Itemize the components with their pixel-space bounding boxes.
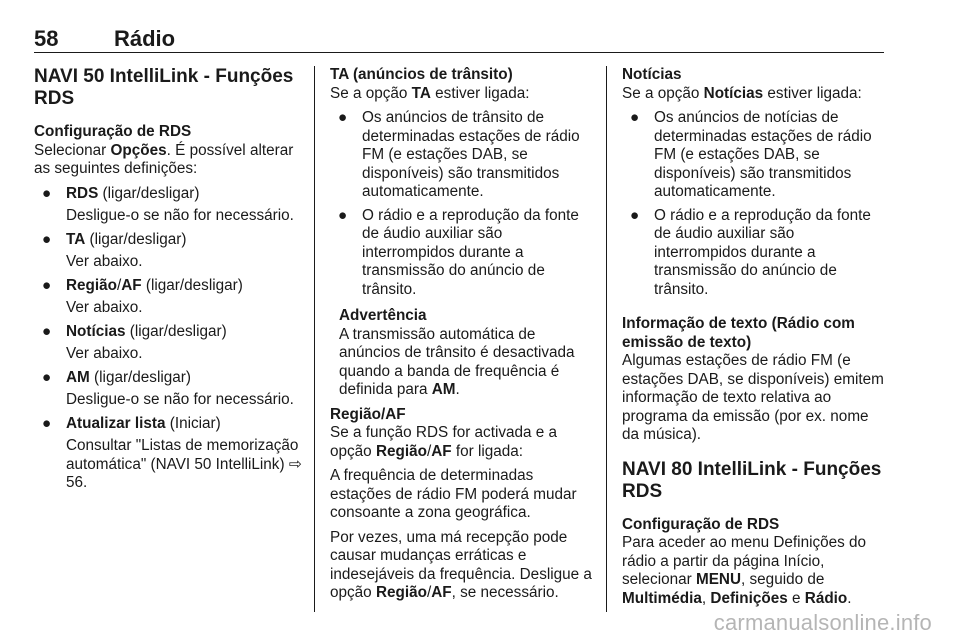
bullet-icon: ● (42, 276, 52, 294)
settings-list (34, 185, 304, 493)
bullet-icon: ● (42, 414, 52, 432)
region-af-paragraph-2: Por vezes, uma má recepção pode causar mudanças erráticas e indesejáveis da frequência. Desligue a opção Região/AF, se necessário. (330, 528, 592, 601)
column-2 (330, 66, 594, 609)
news-intro: Se a opção Notícias estiver ligada: (622, 84, 862, 102)
page-number: 58 (34, 26, 59, 51)
warning-title: Advertência (339, 307, 427, 324)
bullet-icon: ● (42, 368, 52, 386)
watermark: carmanualsonline.info (713, 610, 932, 635)
list-item: ● AM (ligar/desligar) Desligue-o se não for necessário. (42, 368, 294, 408)
region-af-paragraph-1: A frequência de determinadas estações de rádio FM poderá mudar consoante a zona geográfica. (330, 467, 577, 521)
region-af-intro: Se a função RDS for activada e a opção Região/AF for ligada: (330, 424, 558, 460)
news-heading: Notícias (622, 66, 682, 83)
list-item: ● Notícias (ligar/desligar) Ver abaixo. (42, 322, 227, 362)
news-list (622, 109, 884, 299)
header-rule (34, 52, 884, 53)
list-item: ● Os anúncios de notícias de determinadas estações de rádio FM (e estações DAB, se disponíveis) são transmitidos automaticamente. (630, 109, 872, 200)
bullet-icon: ● (630, 206, 640, 224)
region-af-heading: Região/AF (330, 405, 406, 423)
ta-list (330, 109, 594, 299)
text-info-paragraph: Algumas estações de rádio FM (e estações DAB, se disponíveis) emitem informação de texto relativa ao programa da emissão (por ex. nome da música). (622, 352, 884, 443)
warning-text: A transmissão automática de anúncios de trânsito é desactivada quando a banda de frequência é definida para AM. (339, 325, 575, 398)
navi50-subheading: Configuração de RDS (34, 123, 192, 140)
text-info-heading: Informação de texto (Rádio com emissão de texto) (622, 315, 855, 351)
list-item: ● Atualizar lista (Iniciar) Consultar "Listas de memorização automática" (NAVI 50 IntelliLink) ⇨ 56. (42, 414, 302, 491)
navi80-paragraph: Para aceder ao menu Definições do rádio a partir da página Início, selecionar MENU, seguido de Multimédia, Definições e Rádio. (622, 534, 867, 607)
column-divider-1 (314, 66, 315, 612)
bullet-icon: ● (42, 184, 52, 202)
navi50-intro: Selecionar Opções. É possível alterar as seguintes definições: (34, 141, 294, 177)
list-item: ● RDS (ligar/desligar) Desligue-o se não for necessário. (42, 184, 294, 224)
column-divider-2 (606, 66, 607, 612)
bullet-icon: ● (630, 109, 640, 126)
list-item: ● O rádio e a reprodução da fonte de áudio auxiliar são interrompidos durante a transmissão do anúncio de trânsito. (630, 206, 871, 298)
list-item: ● O rádio e a reprodução da fonte de áudio auxiliar são interrompidos durante a transmissão do anúncio de trânsito. (338, 206, 579, 298)
column-1 (34, 66, 304, 501)
ta-intro: Se a opção TA estiver ligada: (330, 84, 530, 102)
section-title: Rádio (114, 26, 176, 51)
navi80-title: NAVI 80 IntelliLink - Funções RDS (622, 458, 882, 502)
page-header (34, 24, 884, 54)
list-item: ● Região/AF (ligar/desligar) Ver abaixo. (42, 276, 243, 316)
list-item: ● TA (ligar/desligar) Ver abaixo. (42, 230, 187, 270)
ta-heading: TA (anúncios de trânsito) (330, 66, 513, 83)
bullet-icon: ● (42, 322, 52, 340)
page-reference-link[interactable]: 56. (66, 474, 88, 491)
bullet-icon: ● (338, 109, 348, 126)
bullet-icon: ● (42, 230, 52, 248)
list-item: ● Os anúncios de trânsito de determinadas estações de rádio FM (e estações DAB, se disponíveis) são transmitidos automaticamente. (338, 109, 580, 200)
navi80-subheading: Configuração de RDS (622, 515, 780, 533)
column-3 (622, 66, 884, 614)
navi50-title: NAVI 50 IntelliLink - Funções RDS (34, 66, 294, 109)
page-reference-arrow-icon[interactable]: ⇨ (288, 455, 302, 473)
warning-note (330, 307, 594, 400)
bullet-icon: ● (338, 206, 348, 224)
